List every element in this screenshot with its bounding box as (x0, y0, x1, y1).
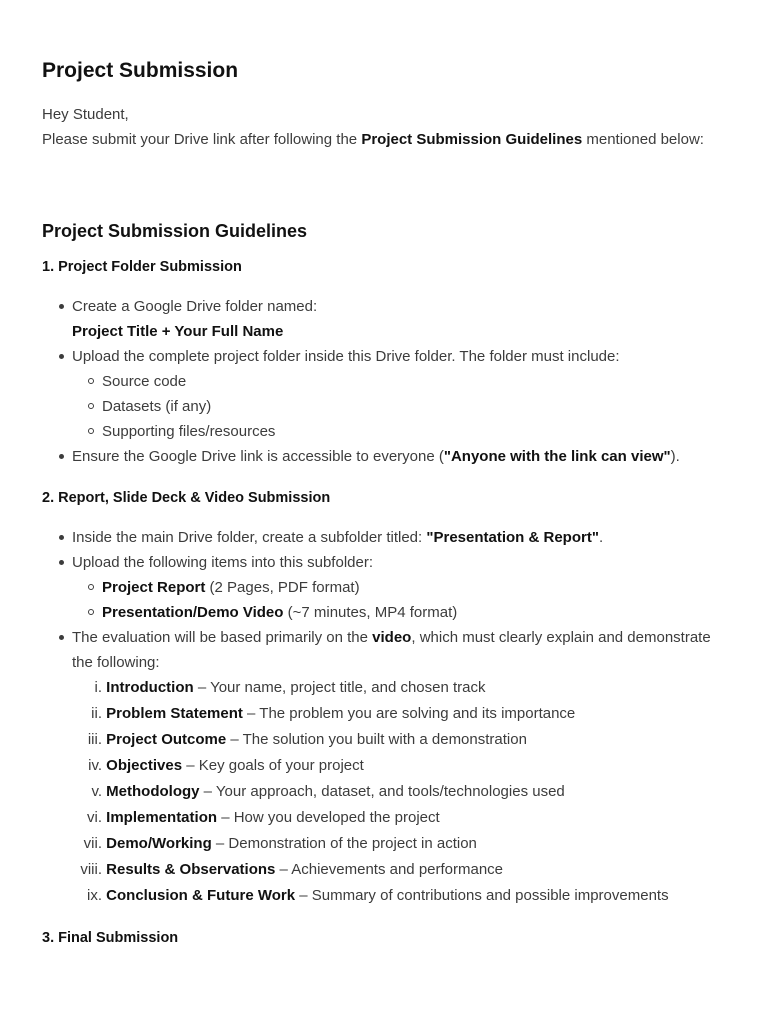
greeting: Hey Student, (42, 106, 129, 123)
criterion-title: Implementation (106, 809, 218, 826)
subfolder-items-list (72, 575, 726, 625)
list-number: vii. (83, 835, 102, 852)
list-item (72, 701, 726, 727)
item-bold: "Presentation & Report" (426, 529, 599, 546)
item-text: (~7 minutes, MP4 format) (283, 604, 458, 621)
list-item (42, 625, 726, 909)
list-item (42, 294, 726, 344)
list-item: Datasets (if any) (72, 394, 726, 419)
item-bold: Project Report (102, 579, 206, 596)
list-item (72, 857, 726, 883)
item-text: Ensure the Google Drive link is accessible to everyone ( (72, 448, 444, 465)
criterion-title: Demo/Working (106, 835, 212, 852)
list-number: vi. (87, 809, 102, 826)
list-item (72, 883, 726, 909)
item-text: Upload the following items into this subfolder: (72, 554, 373, 571)
section1-heading: 1. Project Folder Submission (42, 259, 242, 275)
section2-heading: 2. Report, Slide Deck & Video Submission (42, 490, 331, 506)
list-item (42, 444, 726, 469)
criterion-desc: – Your name, project title, and chosen track (193, 679, 486, 696)
criterion-desc: – Demonstration of the project in action (211, 835, 477, 852)
page-title: Project Submission (42, 59, 239, 82)
criterion-title: Results & Observations (106, 861, 276, 878)
intro-after: mentioned below: (582, 131, 704, 148)
item-text: The evaluation will be based primarily on the (72, 629, 373, 646)
list-item (72, 675, 726, 701)
list-item (42, 344, 726, 444)
criterion-desc: – Key goals of your project (182, 757, 364, 774)
list-number: i. (94, 679, 102, 696)
criterion-desc: – How you developed the project (217, 809, 440, 826)
criterion-title: Conclusion & Future Work (106, 887, 296, 904)
folder-name-format: Project Title + Your Full Name (72, 323, 284, 340)
list-item (72, 831, 726, 857)
item-text: Upload the complete project folder inside this Drive folder. The folder must include: (72, 348, 620, 365)
list-number: iv. (88, 757, 102, 774)
intro-before: Please submit your Drive link after following the (42, 131, 362, 148)
list-item: Supporting files/resources (72, 419, 726, 444)
criterion-desc: – Achievements and performance (275, 861, 504, 878)
item-bold: video (372, 629, 412, 646)
list-number: ii. (91, 705, 102, 722)
evaluation-criteria-list (72, 675, 726, 909)
criterion-title: Objectives (106, 757, 183, 774)
list-item (72, 779, 726, 805)
list-item (72, 600, 726, 625)
criterion-desc: – Your approach, dataset, and tools/technologies used (199, 783, 565, 800)
criterion-desc: – The problem you are solving and its importance (242, 705, 576, 722)
section2-list (42, 525, 726, 909)
item-bold: "Anyone with the link can view" (443, 448, 671, 465)
list-number: viii. (80, 861, 102, 878)
list-number: v. (91, 783, 102, 800)
item-bold: Presentation/Demo Video (102, 604, 284, 621)
item-text: , which must clearly explain and demonstrate the following: (72, 629, 711, 671)
list-item (72, 575, 726, 600)
criterion-title: Problem Statement (106, 705, 243, 722)
item-text: Inside the main Drive folder, create a subfolder titled: (72, 529, 427, 546)
list-item (72, 753, 726, 779)
list-number: ix. (87, 887, 102, 904)
item-text: (2 Pages, PDF format) (205, 579, 360, 596)
item-text: ). (670, 448, 680, 465)
guidelines-heading: Project Submission Guidelines (42, 221, 308, 241)
criterion-desc: – The solution you built with a demonstration (226, 731, 527, 748)
folder-contents-list (72, 369, 726, 444)
list-item (72, 805, 726, 831)
section1-list (42, 294, 726, 469)
list-item: Source code (72, 369, 726, 394)
criterion-title: Methodology (106, 783, 200, 800)
list-item (42, 550, 726, 625)
list-item (42, 525, 726, 550)
list-number: iii. (87, 731, 102, 748)
section3-heading: 3. Final Submission (42, 930, 179, 946)
intro-bold: Project Submission Guidelines (361, 131, 583, 148)
item-text: . (598, 529, 604, 546)
list-item (72, 727, 726, 753)
criterion-title: Introduction (106, 679, 194, 696)
criterion-desc: – Summary of contributions and possible improvements (295, 887, 669, 904)
intro-text (42, 127, 726, 152)
item-text: Create a Google Drive folder named: (72, 298, 318, 315)
criterion-title: Project Outcome (106, 731, 227, 748)
